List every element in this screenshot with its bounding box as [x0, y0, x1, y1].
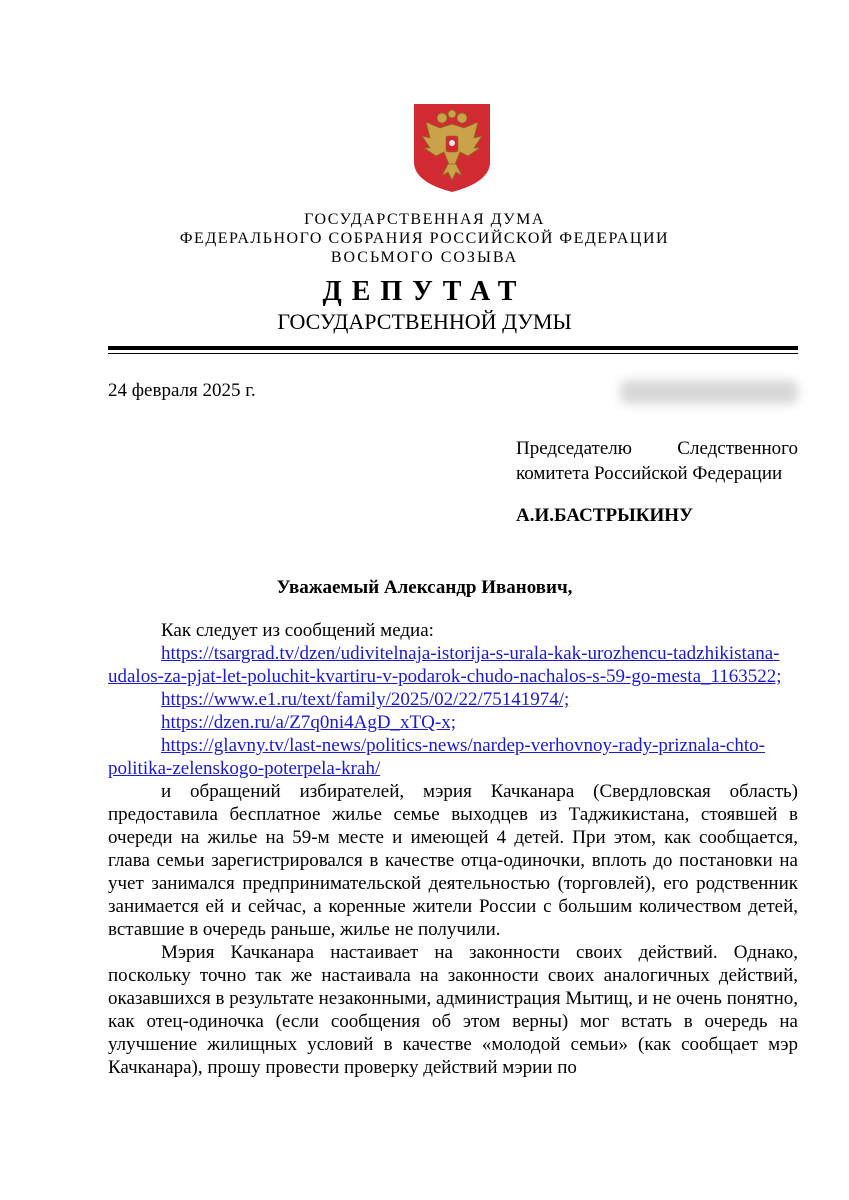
letterhead-deputy-title: ДЕПУТАТ	[322, 276, 527, 307]
addressee-block	[516, 436, 798, 486]
header-divider-thin	[108, 353, 798, 354]
link-list	[108, 642, 798, 780]
letterhead-line-2: ФЕДЕРАЛЬНОГО СОБРАНИЯ РОССИЙСКОЙ ФЕДЕРАЦИИ	[179, 230, 670, 247]
media-link-3[interactable]: https://dzen.ru/a/Z7q0ni4AgD_xTQ-x;	[161, 712, 456, 733]
header-divider-thick	[108, 346, 798, 350]
media-link-2[interactable]: https://www.e1.ru/text/family/2025/02/22/75141974/;	[161, 689, 570, 710]
letterhead-line-1: ГОСУДАРСТВЕННАЯ ДУМА	[304, 211, 545, 228]
media-link-1[interactable]: https://tsargrad.tv/dzen/udivitelnaja-istorija-s-urala-kak-urozhencu-tadzhikistana-udalos-za-pjat-let-poluchit-kvartiru-v-podarok-chudo-nachalos-s-59-go-mesta_1163522;	[108, 643, 782, 687]
addressee-line-1: Председателю Следственного	[516, 438, 798, 459]
outgoing-number-redacted	[620, 380, 798, 404]
body-paragraph-1: и обращений избирателей, мэрия Качканара (Свердловская область) предоставила бесплатное жилье семье выходцев из Таджикистана, стоявшей в очереди на жилье на 59-м месте и имеющей 4 детей. При этом, как сообщается, глава семьи зарегистрировался в качестве отца-одиночки, вплоть до постановки на учет занимался предпринимательской деятельностью (торговлей), его родственник занимается ей и сейчас, а коренные жители России с большим количеством детей, вставшие в очередь раньше, жилье не получили.	[108, 781, 798, 940]
russian-coat-of-arms-icon	[412, 102, 492, 194]
letterhead-duma-subtitle: ГОСУДАРСТВЕННОЙ ДУМЫ	[277, 309, 572, 334]
letter-date: 24 февраля 2025 г.	[108, 380, 256, 401]
addressee-line-2: комитета Российской Федерации	[516, 463, 783, 484]
body-paragraph-2: Мэрия Качканара настаивает на законности своих действий. Однако, поскольку точно так же настаивала на законности своих аналогичных действий, оказавшихся в результате незаконными, администрация Мытищ, и не очень понятно, как отец-одиночка (если сообщения об этом верны) мог встать в очередь на улучшение жилищных условий в качестве «молодой семьи» (как сообщает мэр Качканара), прошу провести проверку действий мэрии по	[108, 942, 798, 1078]
letterhead-line-3: ВОСЬМОГО СОЗЫВА	[330, 249, 519, 266]
addressee-name: А.И.БАСТРЫКИНУ	[516, 505, 694, 526]
letter-body	[108, 619, 798, 1079]
media-link-4[interactable]: https://glavny.tv/last-news/politics-news/nardep-verhovnoy-rady-priznala-chto-politika-zelenskogo-poterpela-krah/	[108, 735, 765, 779]
intro-text: Как следует из сообщений медиа:	[161, 620, 434, 641]
greeting: Уважаемый Александр Иванович,	[276, 577, 573, 598]
